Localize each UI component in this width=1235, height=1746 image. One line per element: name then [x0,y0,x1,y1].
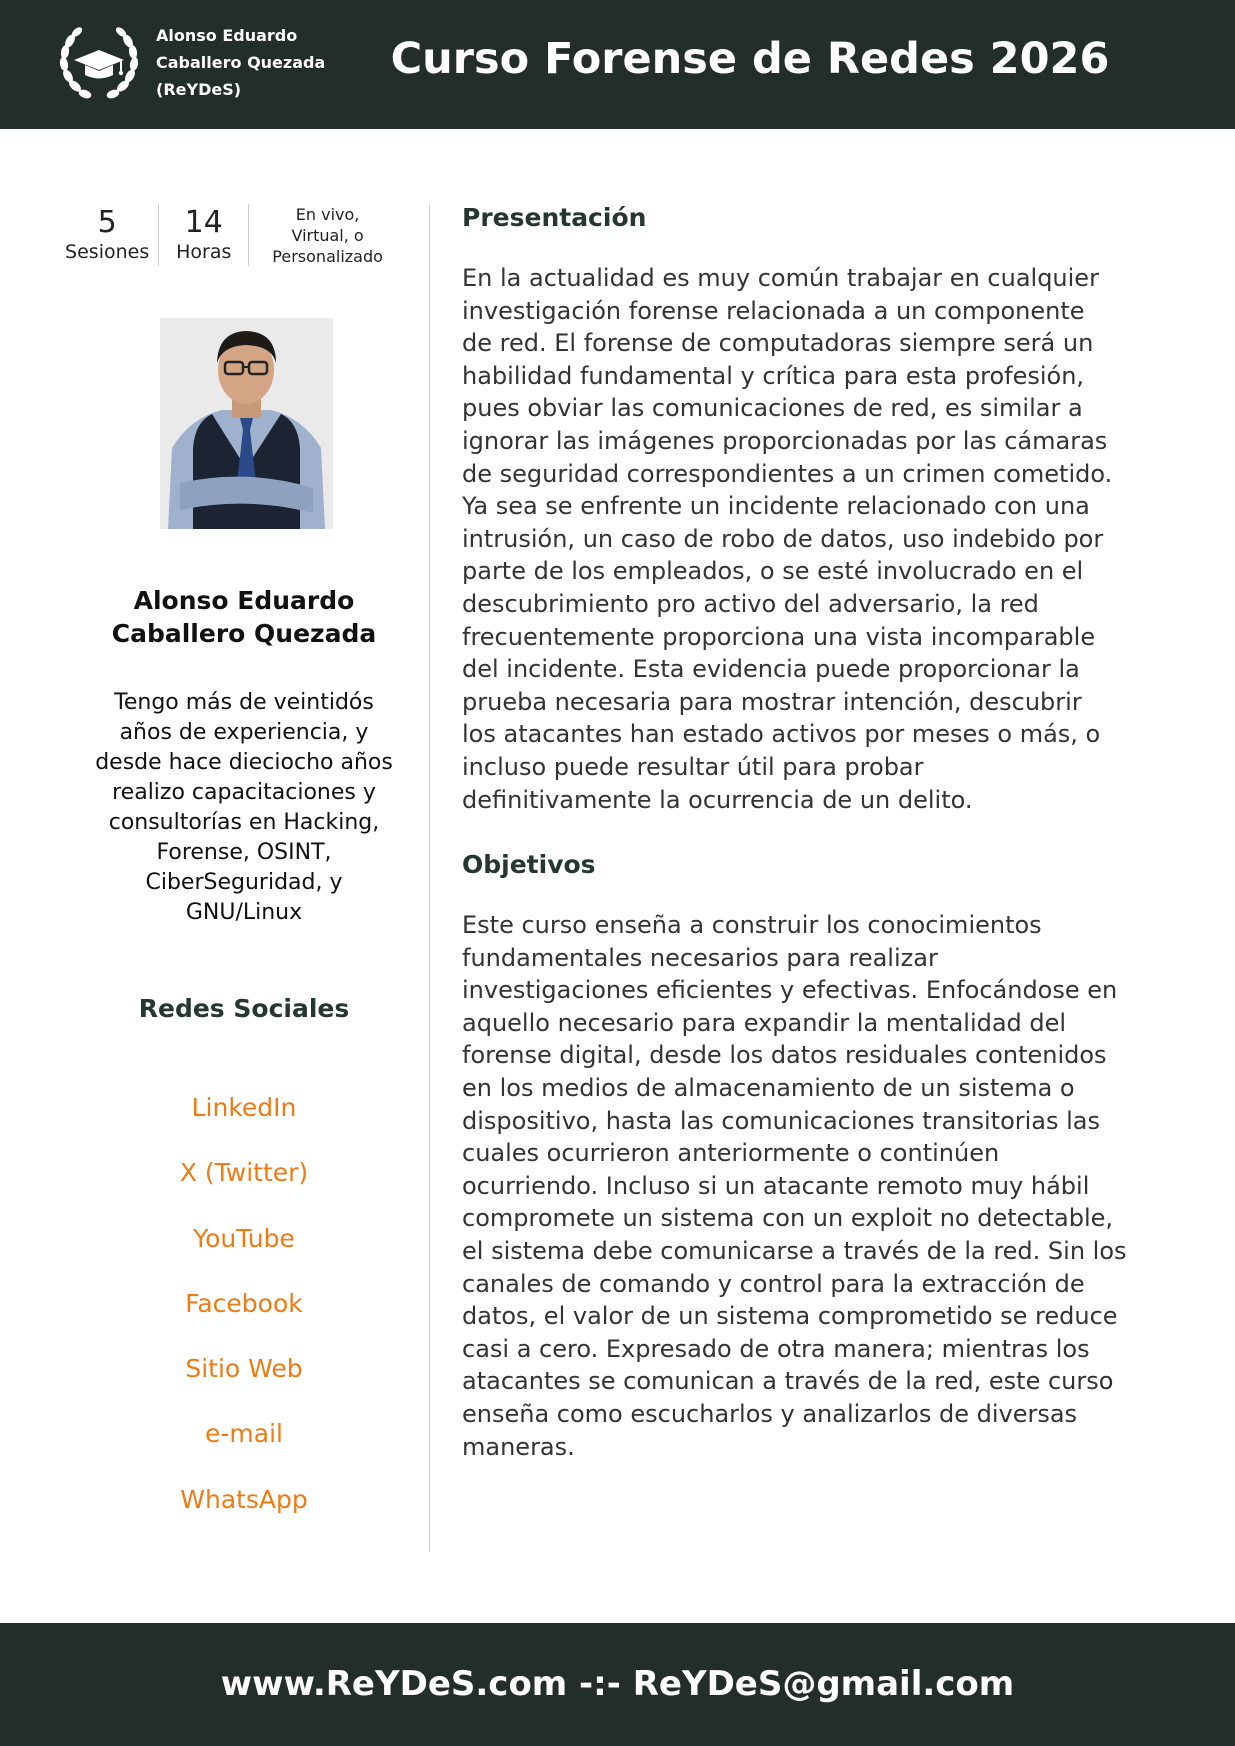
bio-line: consultorías en Hacking, [108,810,380,835]
presentation-line: incluso puede resultar útil para probar [462,752,924,781]
presentation-line: habilidad fundamental y crítica para esta profesión, [462,361,1085,390]
social-links [56,1088,432,1545]
bio-line: Forense, OSINT, [156,840,332,865]
course-description [462,198,1182,1463]
presentation-line: definitivamente la ocurrencia de un delito. [462,785,973,814]
objectives-line: el sistema debe comunicarse a través de la red. Sin los [462,1237,1127,1266]
objectives-line: investigaciones eficientes y efectivas. Enfocándose en [462,976,1118,1005]
social-link-youtube[interactable]: YouTube [193,1223,295,1253]
objectives-line: Este curso enseña a construir los conocimientos [462,911,1042,940]
objectives-line: casi a cero. Expresado de otra manera; mientras los [462,1334,1090,1363]
hours-label: Horas [176,241,232,263]
bio-line: años de experiencia, y [119,720,369,745]
mode-line: Personalizado [272,246,383,266]
objectives-line: dispositivo, hasta las comunicaciones transitorias las [462,1106,1101,1135]
objectives-line: en los medios de almacenamiento de un sistema o [462,1074,1075,1103]
bio-line: desde hace dieciocho años [95,750,393,775]
stat-mode [249,204,406,266]
course-stats [56,204,406,266]
presentation-line: pues obviar las comunicaciones de red, es similar a [462,394,1083,423]
social-link-website[interactable]: Sitio Web [185,1354,303,1384]
column-divider [429,204,430,1552]
objectives-line: cuales ocurrieron anteriormente o continúen [462,1139,1000,1168]
sessions-label: Sesiones [65,241,150,263]
brand-line: Alonso Eduardo [156,26,298,45]
bio-line: GNU/Linux [185,900,303,925]
brand-line: Caballero Quezada [156,53,326,72]
objectives-line: forense digital, desde los datos residuales contenidos [462,1041,1107,1070]
bio-line: realizo capacitaciones y [112,780,376,805]
author-bio [76,688,412,928]
social-link-twitter[interactable]: X (Twitter) [179,1158,309,1188]
objectives-line: canales de comando y control para la extracción de [462,1269,1085,1298]
presentation-line: frecuentemente proporciona una vista incomparable [462,622,1096,651]
objectives-heading: Objetivos [462,850,596,880]
presentation-line: parte de los empleados, o se esté involucrado en el [462,557,1084,586]
bio-line: CiberSeguridad, y [145,870,343,895]
author-name-line: Caballero Quezada [111,619,377,648]
author-name-line: Alonso Eduardo [133,586,355,615]
objectives-line: enseña como escucharlos y analizarlos de diversas [462,1400,1078,1428]
social-link-whatsapp[interactable]: WhatsApp [180,1484,308,1514]
mode-line: Virtual, o [291,225,364,245]
mode-line: En vivo, [295,204,360,224]
objectives-line: maneras. [462,1432,575,1461]
bio-line: Tengo más de veintidós [114,690,374,715]
stat-sessions [56,204,159,266]
presentation-line: ignorar las imágenes proporcionadas por las cámaras [462,426,1108,455]
objectives-line: compromete un sistema con un exploit no detectable, [462,1204,1113,1233]
hours-number: 14 [184,205,223,240]
footer-band [0,1623,1235,1746]
presentation-line: los atacantes han estado activos por meses o más, o [462,720,1101,749]
presentation-line: investigación forense relacionada a un componente [462,296,1085,325]
author-photo [160,318,333,529]
header-band [0,0,1235,129]
stat-hours [159,204,249,266]
presentation-body [462,262,1182,816]
brand-name [156,22,356,103]
footer-contact[interactable]: www.ReYDeS.com -:- ReYDeS@gmail.com [220,1664,1015,1704]
objectives-line: atacantes se comunican a través de la red, este curso [462,1367,1114,1396]
social-link-facebook[interactable]: Facebook [185,1288,303,1318]
brand-line: (ReYDeS) [156,80,242,99]
sessions-number: 5 [97,205,117,240]
objectives-line: fundamentales necesarios para realizar [462,943,938,972]
presentation-line: de seguridad correspondientes a un crimen cometido. [462,459,1113,488]
objectives-line: datos, el valor de un sistema comprometido se reduce [462,1302,1118,1331]
objectives-line: aquello necesario para expandir la mentalidad del [462,1008,1067,1037]
presentation-line: de red. El forense de computadoras siempre será un [462,329,1094,358]
social-link-email[interactable]: e-mail [205,1419,283,1449]
presentation-line: Ya sea se enfrente un incidente relacionado con una [462,492,1090,521]
presentation-line: prueba necesaria para mostrar intención, descubrir [462,687,1082,716]
presentation-line: del incidente. Esta evidencia puede proporcionar la [462,655,1080,684]
presentation-line: En la actualidad es muy común trabajar en cualquier [462,264,1099,292]
objectives-body [462,909,1182,1463]
presentation-heading: Presentación [462,203,647,232]
author-name [56,584,432,650]
presentation-line: intrusión, un caso de robo de datos, uso indebido por [462,524,1104,553]
objectives-line: ocurriendo. Incluso si un atacante remoto muy hábil [462,1171,1090,1200]
social-link-linkedin[interactable]: LinkedIn [191,1093,297,1122]
course-title: Curso Forense de Redes 2026 [390,34,1110,84]
social-heading: Redes Sociales [138,994,350,1023]
graduation-cap-laurel-icon [56,22,142,106]
presentation-line: descubrimiento pro activo del adversario, la red [462,589,1039,618]
